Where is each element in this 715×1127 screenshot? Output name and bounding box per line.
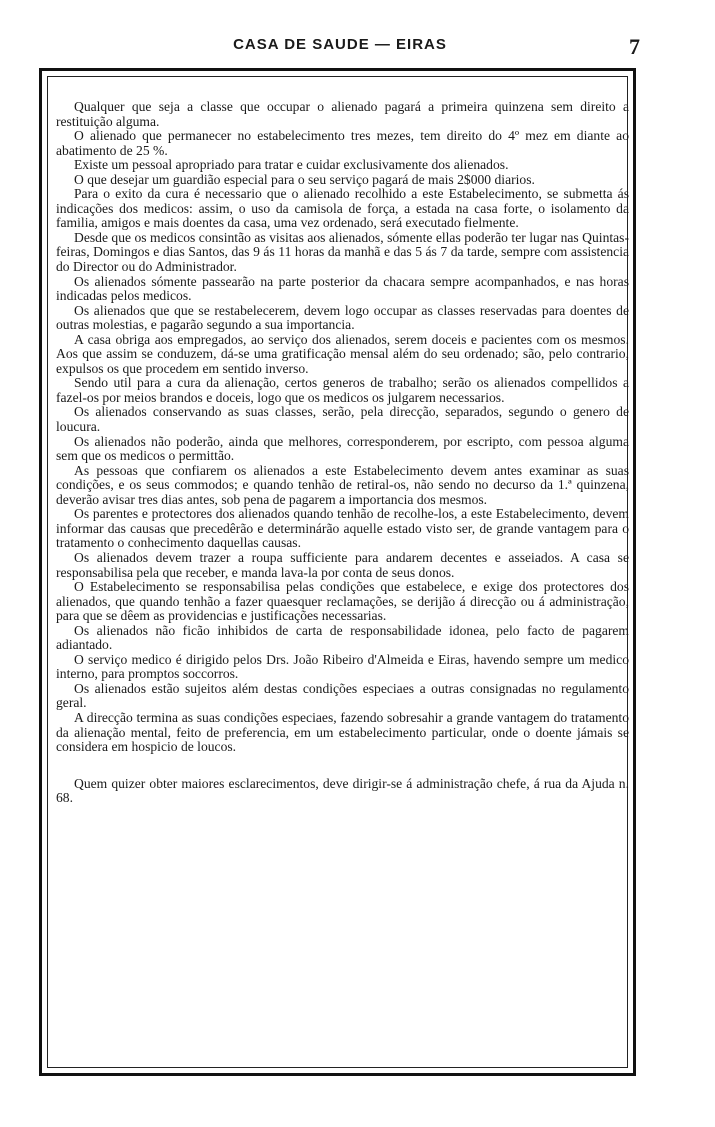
paragraph: Sendo util para a cura da alienação, certos generos de trabalho; serão os alienados compellidos a fazel-os por meios brandos e doceis, logo que os medicos os julgarem necessarios. [56,375,629,405]
paragraph: O serviço medico é dirigido pelos Drs. João Ribeiro d'Almeida e Eiras, havendo sempre um medico interno, para promptos soccorros. [56,651,629,682]
paragraph: Os alienados sómente passearão na parte posterior da chacara sempre acompanhados, e nas horas indicadas pelos medicos. [56,273,629,304]
running-title: CASA DE SAUDE — EIRAS [233,36,447,53]
paragraph: Para o exito da cura é necessario que o alienado recolhido a este Estabelecimento, se submetta ás indicações dos medicos: assim, o uso da camisola de força, a estada na casa forte, o isolamento da familia, amigos e mais doentes da casa, uma vez ordenado, será executado fielmente. [56,186,629,231]
paragraph: Desde que os medicos consintão as visitas aos alienados, sómente ellas poderão ter lugar nas Quintas-feiras, Domingos e dias Santos, das 9 ás 11 horas da manhã e das 5 ás 7 da tarde, sempre com assistencia do Director ou do Administrador. [56,229,629,275]
paragraph: O que desejar um guardião especial para o seu serviço pagará de mais 2$000 diarios. [74,171,535,187]
paragraph: O Estabelecimento se responsabilisa pelas condições que estabelece, e exige dos protectores dos alienados, que quando tenhão a fazer quaesquer reclamações, se derijão á direcção ou á administração, para que se dêem as providencias e justificações necessarias. [56,579,629,624]
paragraph: Os alienados estão sujeitos além destas condições especiaes a outras consignadas no regulamento geral. [56,680,629,711]
closing-paragraph: Quem quizer obter maiores esclarecimentos, deve dirigir-se á administração chefe, á rua da Ajuda n. 68. [56,775,629,806]
paragraph: A direcção termina as suas condições especiaes, fazendo sobresahir a grande vantagem do tratamento da alienação mental, feito de preferencia, em um estabelecimento particular, onde o doente jámais se considera em hospicio de loucos. [56,709,629,755]
paragraph: A casa obriga aos empregados, ao serviço dos alienados, serem doceis e pacientes com os mesmos. Aos que assim se conduzem, dá-se uma gratificação mensal além do seu ordenado; são, pelo contrario, expulsos os que procedem em sentido inverso. [56,331,629,376]
paragraph: Os alienados devem trazer a roupa sufficiente para andarem decentes e asseiados. A casa se responsabilisa pela que receber, e manda lava-la por conta de seus donos. [56,549,629,580]
rules-text-body [56,100,629,806]
paragraph: O alienado que permanecer no estabelecimento tres mezes, tem direito do 4º mez em diante ao abatimento de 25 %. [56,128,629,158]
paragraph: Os alienados que que se restabelecerem, devem logo occupar as classes reservadas para doentes de outras molestias, e pagarão segundo a sua importancia. [56,302,629,333]
paragraph: As pessoas que confiarem os alienados a este Estabelecimento devem antes examinar as suas condições, e os seus commodos; e quando tenhão de retiral-os, não sendo no decurso da 1.ª quinzena, deverão avisar tres dias antes, sob pena de pagarem a importancia dos mesmos. [56,462,629,507]
page-header [40,34,640,59]
page-number: 7 [629,34,640,59]
paragraph: Os alienados não poderão, ainda que melhores, corresponderem, por escripto, com pessoa alguma sem que os medicos o permittão. [56,433,629,464]
paragraph: Qualquer que seja a classe que occupar o alienado pagará a primeira quinzena sem direito a restituição alguma. [56,99,629,129]
paragraph: Existe um pessoal apropriado para tratar e cuidar exclusivamente dos alienados. [74,157,509,173]
paragraph: Os alienados não ficão inhibidos de carta de responsabilidade idonea, pelo facto de pagarem adiantado. [56,622,629,653]
paragraph: Os alienados conservando as suas classes, serão, pela direcção, separados, segundo o genero de loucura. [56,404,629,435]
paragraph: Os parentes e protectores dos alienados quando tenhão de recolhe-los, a este Estabelecimento, devem informar das causas que precedêrão e determinárão aquelle estado visto ser, de grande vantagem para o tratamento o conhecimento daquellas causas. [56,506,629,551]
